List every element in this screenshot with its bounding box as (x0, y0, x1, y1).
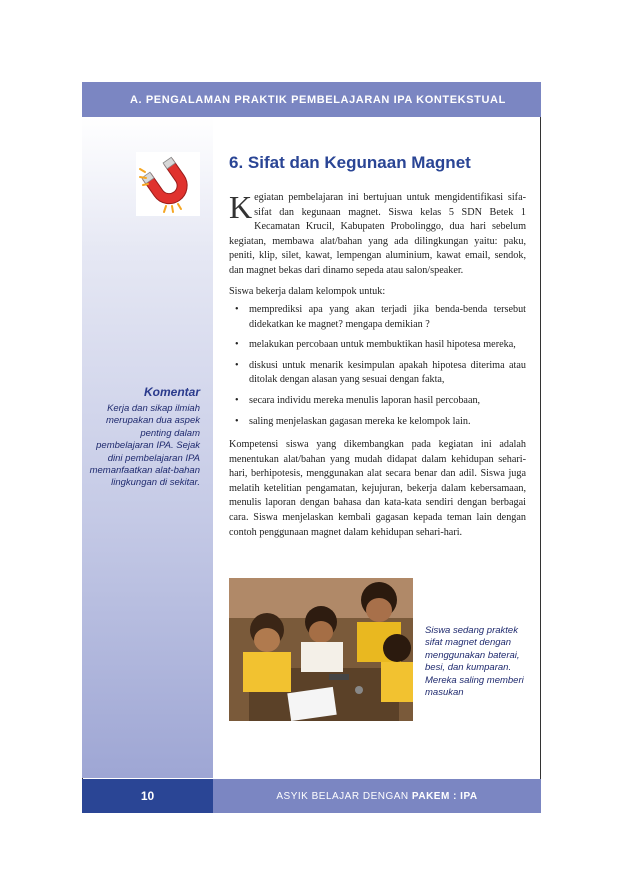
sidebar-title: Komentar (143, 385, 200, 399)
list-item: • diskusi untuk menarik kesimpulan apakah hipotesa diterima atau ditolak dengan alasan yang sesuai dengan fakta, (232, 359, 526, 388)
competence-paragraph: Kompetensi siswa yang dikembangkan pada kegiatan ini adalah menentukan alat/bahan yang mudah didapat dalam kehidupan sehari-hari, berhipotesis, menggunakan alat secara benar dan adil. Siswa juga melatih ketelitian pengamatan, kejujuran, bekerja dalam kebersamaan, menulis laporan dengan bahasa dan kata-kata sendiri dengan berbagai cara. Siswa menjelaskan kembali gagasan kepada teman lain dengan contoh penggunaan magnet dalam kehidupan sehari-hari. (229, 439, 526, 538)
drop-cap: K (229, 189, 253, 225)
list-item: • secara individu mereka menulis laporan hasil percobaan, (232, 394, 526, 409)
sidebar-comment: Kerja dan sikap ilmiah merupakan dua aspek penting dalam pembelajaran IPA. Sejak dini pembelajaran IPA memanfaatkan alat-bahan lingkungan di sekitar. (89, 403, 200, 489)
footer-text-bold: PAKEM : IPA (411, 790, 478, 802)
section-title: 6. Sifat dan Kegunaan Magnet (229, 153, 471, 172)
footer-band (213, 779, 541, 813)
header-title: A. PENGALAMAN PRAKTIK PEMBELAJARAN IPA KONTEKSTUAL (130, 93, 506, 106)
page-number: 10 (140, 789, 155, 803)
list-item: • melakukan percobaan untuk membuktikan hasil hipotesa mereka, (232, 338, 526, 353)
intro-text: egiatan pembelajaran ini bertujuan untuk mengidentifikasi sifa-sifat dan kegunaan magnet. Siswa kelas 5 SDN Betek 1 Kecamatan Krucil, Kabupaten Probolinggo, dua hari sebelum kegiatan, membawa alat/bahan yang ada dilingkungan yaitu: paku, peniti, klip, silet, kawat, lempengan aluminium, kawat email, sendok, dan magnet bekas dari dinamo sepeda atau salon/speaker. (229, 192, 526, 276)
photo-caption: Siswa sedang praktek sifat magnet dengan menggunakan baterai, besi, dan kumparan. Mereka saling memberi masukan (425, 625, 524, 699)
footer-text (276, 791, 477, 802)
list-item: • memprediksi apa yang akan terjadi jika benda-benda tersebut didekatkan ke magnet? mengapa demikian ? (232, 303, 526, 332)
horseshoe-magnet-icon (136, 152, 200, 216)
intro-paragraph (229, 191, 526, 279)
classroom-photo (229, 578, 413, 721)
activity-list (232, 303, 526, 435)
list-item: • saling menjelaskan gagasan mereka ke kelompok lain. (232, 415, 526, 430)
page-number-box (82, 779, 213, 813)
header-band (82, 82, 541, 117)
footer-text-prefix: ASYIK BELAJAR DENGAN (276, 790, 412, 802)
group-intro: Siswa bekerja dalam kelompok untuk: (229, 286, 386, 297)
